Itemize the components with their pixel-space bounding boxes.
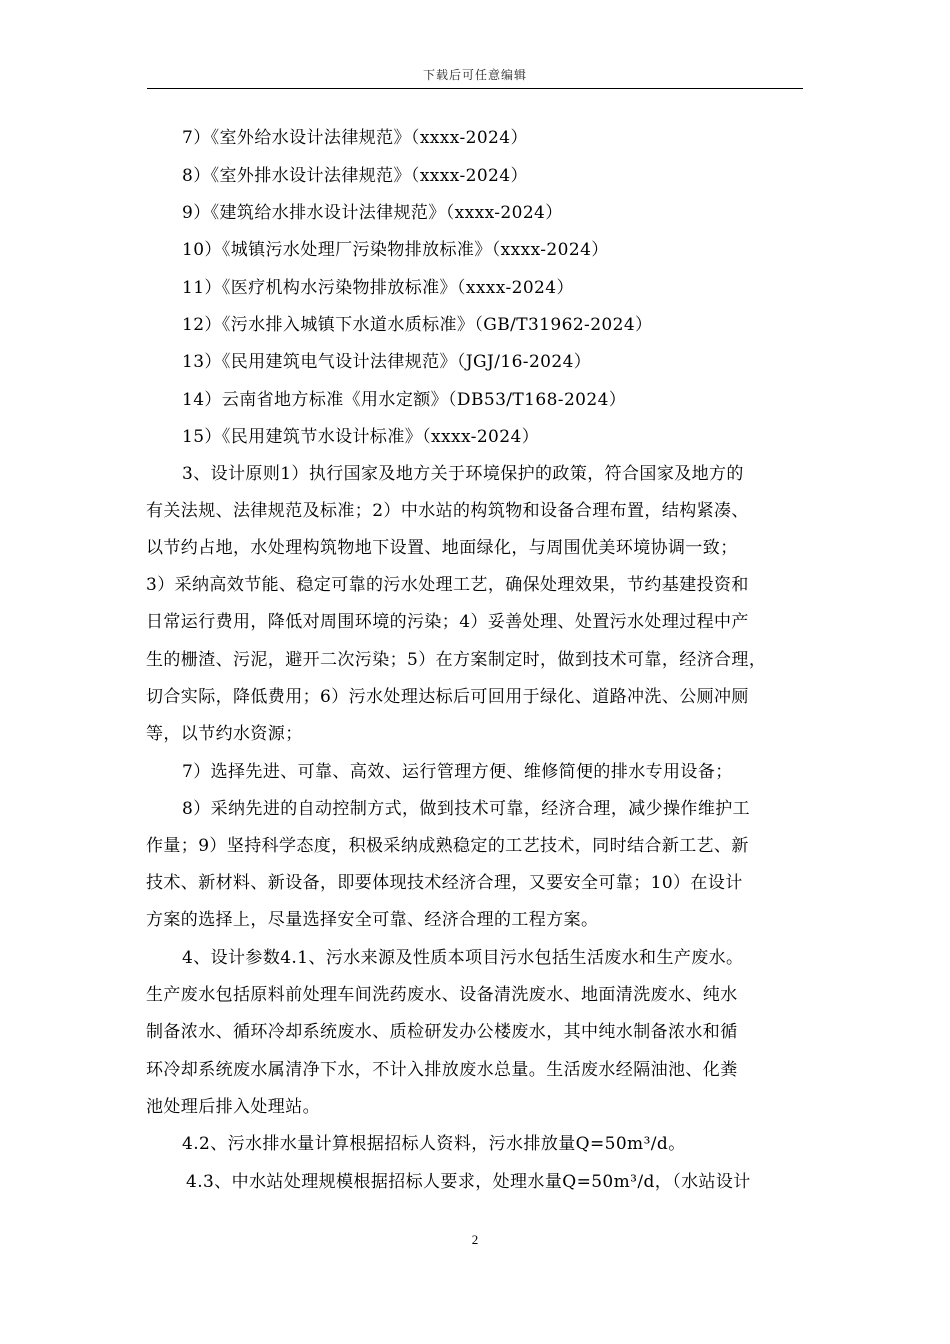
principle-7-paragraph: 7）选择先进、可靠、高效、运行管理方便、维修简便的排水专用设备； <box>182 762 733 782</box>
principles-paragraph-line: 3）采纳高效节能、稳定可靠的污水处理工艺，确保处理效果，节约基建投资和 <box>146 575 749 595</box>
principles-paragraph-line: 以节约占地，水处理构筑物地下设置、地面绿化，与周围优美环境协调一致； <box>146 538 738 558</box>
page-header: 下载后可任意编辑 <box>422 68 527 82</box>
principles-paragraph-line: 日常运行费用，降低对周围环境的污染；4）妥善处理、处置污水处理过程中产 <box>146 612 749 632</box>
principle-8-paragraph-line: 作量；9）坚持科学态度，积极采纳成熟稳定的工艺技术，同时结合新工艺、新 <box>146 836 749 856</box>
parameters-paragraph-line: 制备浓水、循环冷却系统废水、质检研发办公楼废水，其中纯水制备浓水和循 <box>146 1022 738 1042</box>
page-number: 2 <box>471 1232 479 1247</box>
principles-paragraph-line: 切合实际，降低费用；6）污水处理达标后可回用于绿化、道路冲洗、公厕冲厕 <box>146 687 749 707</box>
principles-paragraph-line: 3、设计原则1）执行国家及地方关于环境保护的政策，符合国家及地方的 <box>182 464 744 484</box>
reference-item: 14）云南省地方标准《用水定额》（DB53/T168-2024） <box>182 390 627 410</box>
parameters-paragraph-line: 4、设计参数4.1、污水来源及性质本项目污水包括生活废水和生产废水。 <box>182 948 744 968</box>
principles-paragraph-line: 等，以节约水资源； <box>146 724 303 744</box>
principle-8-paragraph-line: 技术、新材料、新设备，即要体现技术经济合理，又要安全可靠；10）在设计 <box>146 873 743 893</box>
principle-8-paragraph-line: 方案的选择上，尽量选择安全可靠、经济合理的工程方案。 <box>146 910 599 930</box>
reference-item: 11）《医疗机构水污染物排放标准》（xxxx-2024） <box>182 278 574 298</box>
principles-paragraph-line: 有关法规、法律规范及标准；2）中水站的构筑物和设备合理布置，结构紧凑、 <box>146 501 749 521</box>
parameters-paragraph-line: 环冷却系统废水属清净下水，不计入排放废水总量。生活废水经隔油池、化粪 <box>146 1060 738 1080</box>
section-4-2-paragraph: 4.2、污水排水量计算根据招标人资料，污水排放量Q=50m³/d。 <box>182 1134 686 1154</box>
reference-item: 8）《室外排水设计法律规范》（xxxx-2024） <box>182 166 528 186</box>
reference-item: 12）《污水排入城镇下水道水质标准》（GB/T31962-2024） <box>182 315 653 335</box>
parameters-paragraph-line: 池处理后排入处理站。 <box>146 1097 320 1117</box>
principle-8-paragraph-line: 8）采纳先进的自动控制方式，做到技术可靠，经济合理，减少操作维护工 <box>182 799 751 819</box>
section-4-3-paragraph: 4.3、中水站处理规模根据招标人要求，处理水量Q=50m³/d，（水站设计 <box>186 1172 751 1192</box>
principles-paragraph-line: 生的栅渣、污泥，避开二次污染；5）在方案制定时，做到技术可靠，经济合理， <box>146 650 767 670</box>
reference-item: 13）《民用建筑电气设计法律规范》（JGJ/16-2024） <box>182 352 592 372</box>
header-divider <box>147 88 803 89</box>
parameters-paragraph-line: 生产废水包括原料前处理车间洗药废水、设备清洗废水、地面清洗废水、纯水 <box>146 985 738 1005</box>
reference-item: 15）《民用建筑节水设计标准》（xxxx-2024） <box>182 427 540 447</box>
reference-item: 9）《建筑给水排水设计法律规范》（xxxx-2024） <box>182 203 563 223</box>
reference-item: 7）《室外给水设计法律规范》（xxxx-2024） <box>182 128 528 148</box>
reference-item: 10）《城镇污水处理厂污染物排放标准》（xxxx-2024） <box>182 240 609 260</box>
